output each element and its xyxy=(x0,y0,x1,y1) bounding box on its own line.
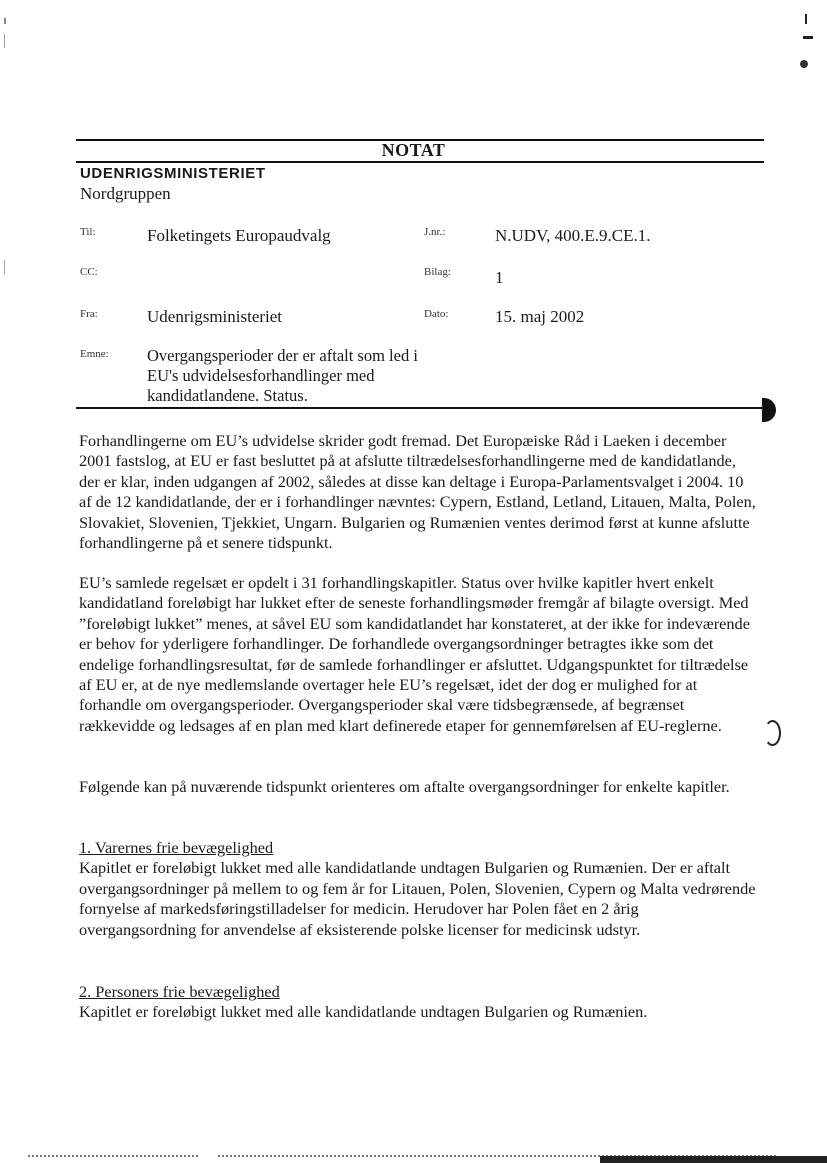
scan-edge-left xyxy=(28,1155,198,1157)
ministry-name: UDENRIGSMINISTERIET xyxy=(80,165,266,182)
jnr-label: J.nr.: xyxy=(424,226,446,238)
dato-label: Dato: xyxy=(424,308,449,320)
scan-mark-left-1 xyxy=(4,18,6,24)
document-title: NOTAT xyxy=(381,140,446,160)
fra-label: Fra: xyxy=(80,308,98,320)
emne-label: Emne: xyxy=(80,348,109,360)
section-2-text: Kapitlet er foreløbigt lukket med alle kandidatlande undtagen Bulgarien og Rumænien. xyxy=(79,1002,648,1022)
section-1 xyxy=(79,838,759,940)
paragraph-intro xyxy=(79,431,759,553)
scan-mark-right-2 xyxy=(803,36,813,39)
section-2 xyxy=(79,982,759,1023)
jnr-value: N.UDV, 400.E.9.CE.1. xyxy=(495,226,651,245)
scan-mark-left-3 xyxy=(4,260,5,274)
til-label: Til: xyxy=(80,226,96,238)
paragraph-orientation xyxy=(79,777,759,797)
cc-label: CC: xyxy=(80,266,98,278)
paragraph-intro-text: Forhandlingerne om EU’s udvidelse skrider godt fremad. Det Europæiske Råd i Laeken i december 2001 fastslog, at EU er fast besluttet på at afslutte tiltrædelsesforhandlingerne med de kandidatlande, der er klar, inden udgangen af 2002, således at disse kan deltage i Europa-Parlamentsvalget i 2004. 10 af de 12 kandidatlande, der er i forhandlinger nævntes: Cypern, Estland, Letland, Litauen, Malta, Polen, Slovakiet, Slovenien, Tjekkiet, Ungarn. Bulgarien og Rumænien ventes derimod først at kunne afslutte forhandlingerne på et senere tidspunkt. xyxy=(79,431,756,553)
scan-mark-right-1 xyxy=(805,14,807,24)
til-value: Folketingets Europaudvalg xyxy=(147,226,331,245)
scan-mark-left-2 xyxy=(4,34,5,48)
title-rule xyxy=(76,161,764,163)
scan-mark-right-3 xyxy=(800,60,808,68)
section-1-text: Kapitlet er foreløbigt lukket med alle kandidatlande undtagen Bulgarien og Rumænien. Der er aftalt overgangsordninger på mellem to og fem år for Litauen, Polen, Slovenien, Cypern og Malta vedrørende fornyelse af markedsføringstilladelser for medicin. Herudover har Polen fået en 2 årig overgangsordning for anvendelse af eksisterende polske licenser for medicinsk udstyr. xyxy=(79,858,756,939)
bilag-value: 1 xyxy=(495,268,504,287)
dato-value: 15. maj 2002 xyxy=(495,307,585,326)
emne-value: Overgangsperioder der er aftalt som led i EU's udvidelsesforhandlinger med kandidatlandene. Status. xyxy=(147,346,418,405)
fra-value: Udenrigsministeriet xyxy=(147,307,283,326)
header-bottom-rule xyxy=(76,407,764,409)
section-1-heading: 1. Varernes frie bevægelighed xyxy=(79,838,274,857)
punch-hole-mark-1 xyxy=(762,398,776,422)
paragraph-regelsaet-text: EU’s samlede regelsæt er opdelt i 31 forhandlingskapitler. Status over hvilke kapitler hvert enkelt kandidatland foreløbigt har lukket efter de seneste forhandlingsmøder fremgår af bilagte oversigt. Med ”foreløbigt lukket” menes, at såvel EU som kandidatlandet har konstateret, at der ikke for indeværende er behov for yderligere forhandlinger. De forhandlede overgangsordninger betragtes ikke som det endelige forhandlingsresultat, før de samlede forhandlinger er afsluttet. Udgangspunktet for tiltrædelse af EU er, at de nye medlemslande overtager hele EU’s regelsæt, idet der dog er mulighed for at forhandle om overgangsperioder. Overgangsperioder skal være tidsbegrænsede, af begrænset rækkevidde og ledsages af en plan med klart definerede etaper for gennemførelsen af EU-reglerne. xyxy=(79,573,750,735)
department-name: Nordgruppen xyxy=(80,184,171,203)
paragraph-regelsaet xyxy=(79,573,759,736)
bilag-label: Bilag: xyxy=(424,266,451,278)
paragraph-orientation-text: Følgende kan på nuværende tidspunkt orienteres om aftalte overgangsordninger for enkelte kapitler. xyxy=(79,777,730,796)
punch-hole-mark-2 xyxy=(764,720,781,746)
scan-edge-dark xyxy=(600,1156,827,1163)
section-2-heading: 2. Personers frie bevægelighed xyxy=(79,982,280,1001)
